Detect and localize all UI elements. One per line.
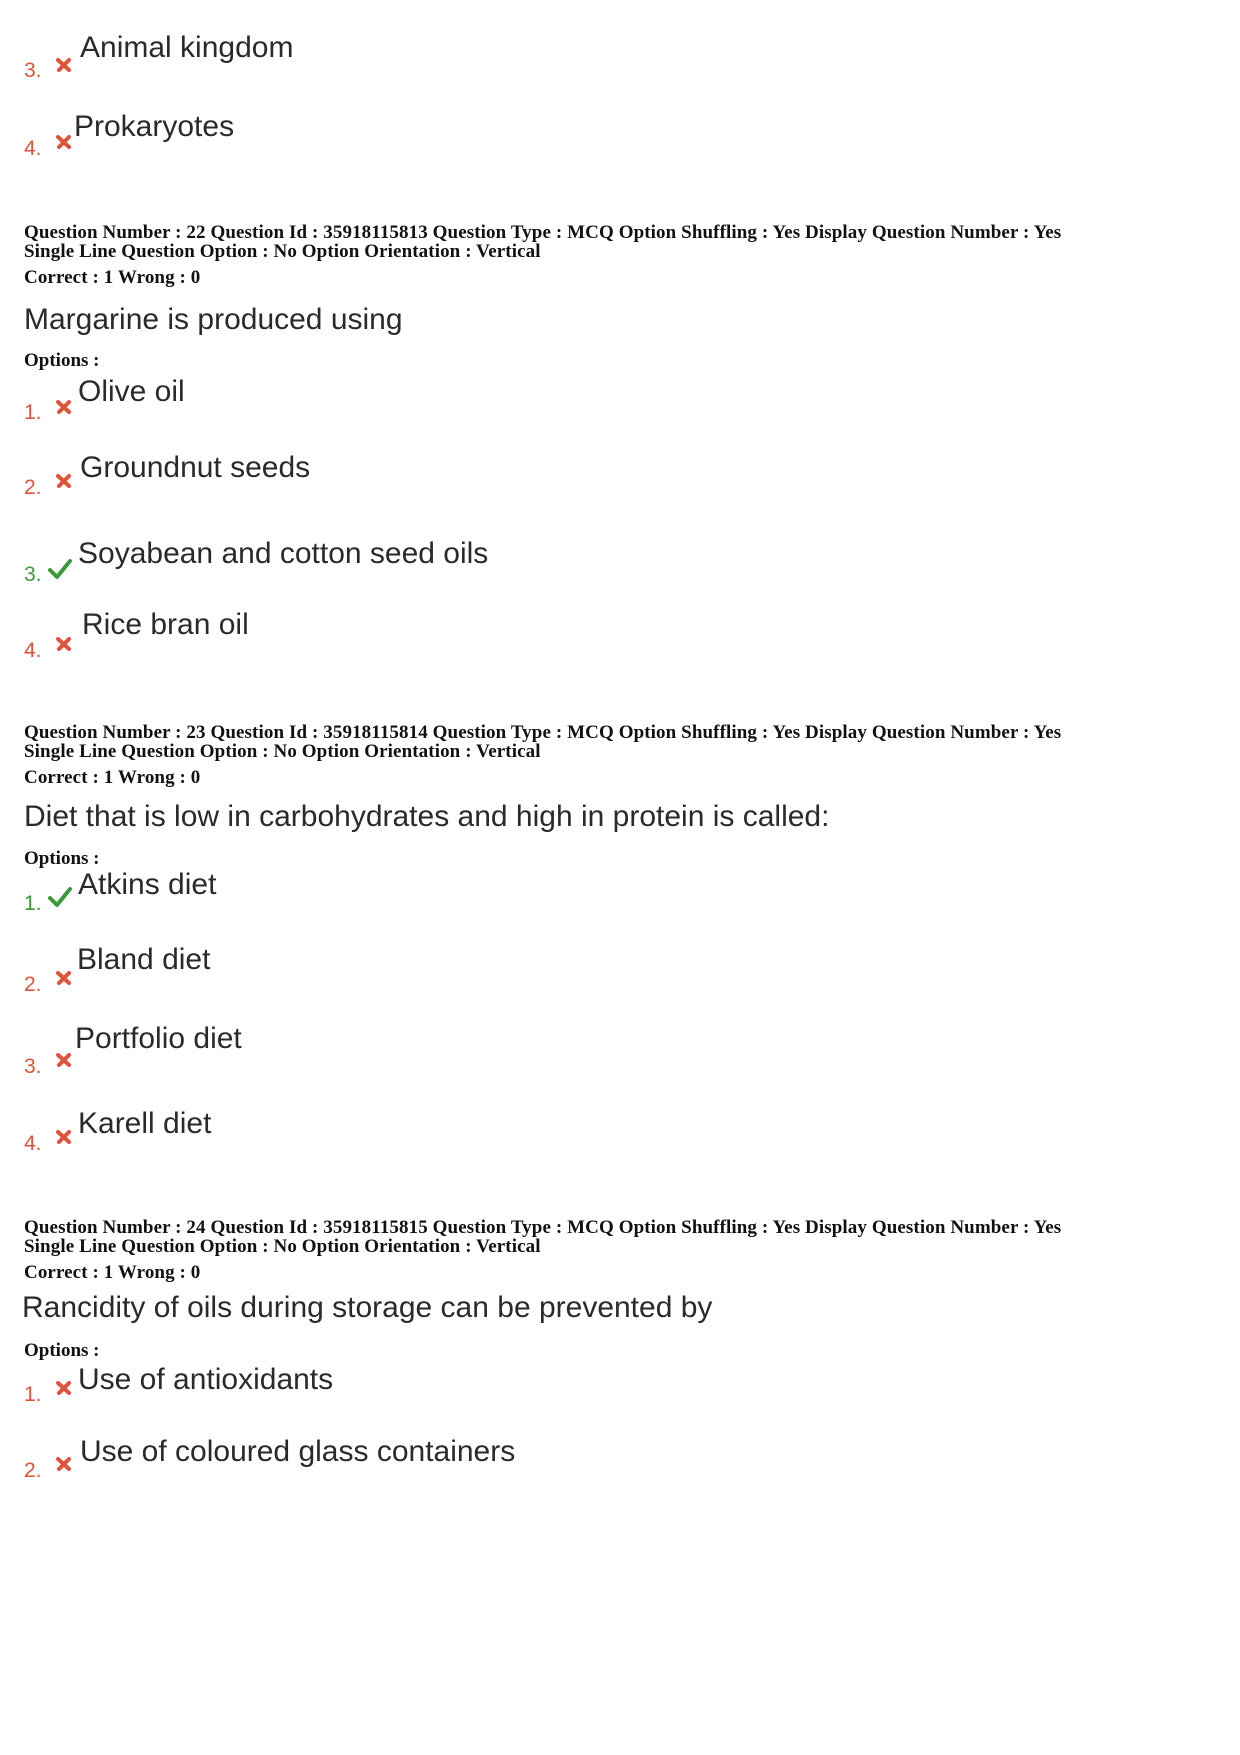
options-label: Options : — [24, 1340, 100, 1361]
question-stem: Margarine is produced using — [24, 303, 403, 336]
question-meta-line-2: Single Line Question Option : No Option Orientation : Vertical — [24, 241, 541, 262]
option-text: Use of antioxidants — [78, 1363, 334, 1396]
option-text: Prokaryotes — [74, 110, 235, 143]
options-label: Options : — [24, 848, 100, 869]
option-text: Groundnut seeds — [80, 451, 311, 484]
check-icon — [48, 558, 72, 585]
option-text: Olive oil — [78, 375, 185, 408]
check-icon — [48, 886, 72, 913]
cross-icon — [54, 634, 74, 659]
option-number: 3. — [24, 1055, 42, 1078]
cross-icon — [54, 471, 74, 496]
cross-icon — [54, 132, 74, 157]
option-text: Soyabean and cotton seed oils — [78, 537, 489, 570]
option-number: 1. — [24, 1383, 42, 1406]
question-meta-line-1: Question Number : 24 Question Id : 35918115815 Question Type : MCQ Option Shuffling : Yes Display Question Number : Yes — [24, 1217, 1062, 1238]
cross-icon — [54, 1050, 74, 1075]
option-number: 4. — [24, 1132, 42, 1155]
question-meta-line-2: Single Line Question Option : No Option Orientation : Vertical — [24, 1236, 541, 1257]
option-text: Portfolio diet — [75, 1022, 242, 1055]
cross-icon — [54, 397, 74, 422]
question-meta-line-1: Question Number : 23 Question Id : 35918115814 Question Type : MCQ Option Shuffling : Yes Display Question Number : Yes — [24, 722, 1062, 743]
option-number: 3. — [24, 59, 42, 82]
option-number: 1. — [24, 892, 42, 915]
marks-line: Correct : 1 Wrong : 0 — [24, 1262, 201, 1283]
option-number: 4. — [24, 137, 42, 160]
question-meta-line-2: Single Line Question Option : No Option Orientation : Vertical — [24, 741, 541, 762]
option-text: Rice bran oil — [82, 608, 249, 641]
marks-line: Correct : 1 Wrong : 0 — [24, 767, 201, 788]
option-text: Atkins diet — [78, 868, 217, 901]
cross-icon — [54, 55, 74, 80]
option-text: Use of coloured glass containers — [80, 1435, 516, 1468]
option-text: Animal kingdom — [80, 31, 294, 64]
option-number: 2. — [24, 973, 42, 996]
marks-line: Correct : 1 Wrong : 0 — [24, 267, 201, 288]
cross-icon — [54, 968, 74, 993]
option-number: 1. — [24, 401, 42, 424]
cross-icon — [54, 1454, 74, 1479]
option-number: 2. — [24, 1459, 42, 1482]
question-meta-line-1: Question Number : 22 Question Id : 35918115813 Question Type : MCQ Option Shuffling : Yes Display Question Number : Yes — [24, 222, 1062, 243]
option-number: 2. — [24, 476, 42, 499]
cross-icon — [54, 1127, 74, 1152]
option-number: 4. — [24, 639, 42, 662]
cross-icon — [54, 1378, 74, 1403]
question-stem: Rancidity of oils during storage can be prevented by — [22, 1291, 713, 1324]
option-text: Bland diet — [77, 943, 211, 976]
question-stem: Diet that is low in carbohydrates and high in protein is called: — [24, 800, 830, 833]
option-text: Karell diet — [78, 1107, 212, 1140]
option-number: 3. — [24, 563, 42, 586]
options-label: Options : — [24, 350, 100, 371]
